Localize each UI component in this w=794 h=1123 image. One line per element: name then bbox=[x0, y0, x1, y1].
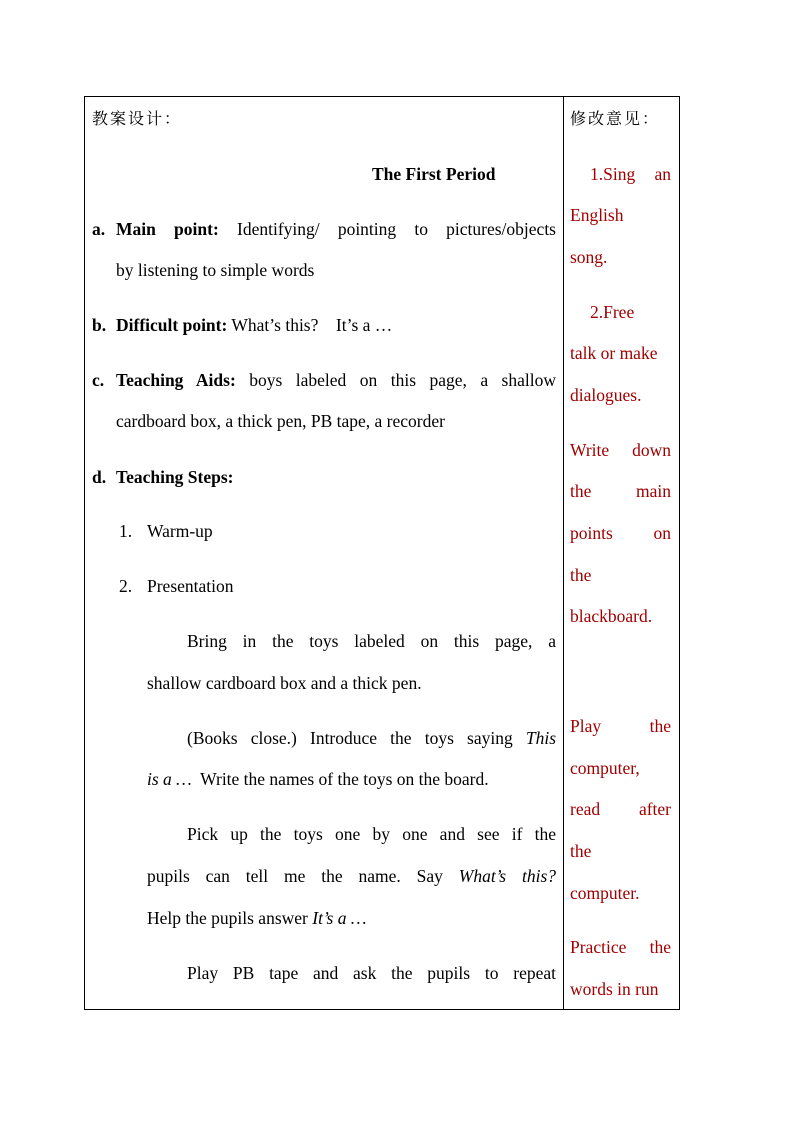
note-4-line4: the bbox=[570, 841, 592, 861]
para-2-line2 bbox=[147, 769, 489, 789]
para-2-text-d: Write the names of the toys on the board. bbox=[200, 769, 489, 789]
item-d-label: Teaching Steps: bbox=[116, 467, 234, 487]
note-3-line4: the bbox=[570, 565, 592, 585]
para-2-text-b: This bbox=[525, 728, 557, 748]
note-3-line1: Write down bbox=[570, 440, 671, 460]
item-a-label: Main point: bbox=[116, 219, 219, 239]
note-2-line2: talk or make bbox=[570, 343, 658, 363]
item-a-marker: a. bbox=[92, 219, 106, 239]
note-1-line3: song. bbox=[570, 247, 608, 267]
note-3-line5: blackboard. bbox=[570, 606, 653, 626]
para-3-text-a: pupils can tell me the name. bbox=[147, 866, 401, 886]
item-a-line1 bbox=[116, 219, 556, 239]
note-4-line2: computer, bbox=[570, 758, 640, 778]
note-5-line1: Practice the bbox=[570, 937, 671, 957]
para-3-line3 bbox=[147, 908, 366, 928]
para-3-text-d: Help the pupils answer bbox=[147, 908, 308, 928]
para-2-text-a: (Books close.) Introduce the toys saying bbox=[187, 728, 513, 748]
note-3-line3: points on bbox=[570, 523, 671, 543]
item-c-marker: c. bbox=[92, 370, 105, 390]
note-4-line3: read after bbox=[570, 799, 671, 819]
item-a-text: Identifying/ pointing to pictures/objects bbox=[237, 219, 556, 239]
period-title: The First Period bbox=[372, 164, 496, 184]
note-1-line1: 1.Sing an bbox=[590, 164, 671, 184]
note-4-line1: Play the bbox=[570, 716, 671, 736]
step-2-num: 2. bbox=[119, 576, 133, 596]
para-1-line1: Bring in the toys labeled on this page, a bbox=[187, 631, 556, 651]
item-b-line bbox=[116, 315, 392, 335]
para-3-text-b: Say bbox=[416, 866, 443, 886]
item-c-line2: cardboard box, a thick pen, PB tape, a recorder bbox=[116, 411, 445, 431]
para-3-text-e: It’s a … bbox=[312, 908, 367, 928]
item-c-label: Teaching Aids: bbox=[116, 370, 236, 390]
item-d-marker: d. bbox=[92, 467, 107, 487]
item-a-line2: by listening to simple words bbox=[116, 260, 315, 280]
note-5-line2: words in run bbox=[570, 979, 659, 999]
para-2-text-c: is a … bbox=[147, 769, 192, 789]
item-b-label: Difficult point: bbox=[116, 315, 228, 335]
item-c-line1 bbox=[116, 370, 556, 390]
step-2-text: Presentation bbox=[147, 576, 234, 596]
note-2-line1: 2.Free bbox=[590, 302, 635, 322]
right-header: 修改意见： bbox=[570, 109, 661, 128]
note-2-line3: dialogues. bbox=[570, 385, 642, 405]
note-4-line5: computer. bbox=[570, 883, 640, 903]
step-1-num: 1. bbox=[119, 521, 133, 541]
para-2-line1 bbox=[187, 728, 556, 748]
para-3-line2 bbox=[147, 866, 556, 886]
step-1-text: Warm-up bbox=[147, 521, 213, 541]
para-3-line1: Pick up the toys one by one and see if the bbox=[187, 824, 556, 844]
left-header: 教案设计： bbox=[92, 109, 183, 128]
para-1-line2: shallow cardboard box and a thick pen. bbox=[147, 673, 422, 693]
para-3-text-c: What’s this? bbox=[458, 866, 557, 886]
item-b-text: What’s this? It’s a … bbox=[231, 315, 393, 335]
note-1-line2: English bbox=[570, 205, 624, 225]
item-c-text: boys labeled on this page, a shallow bbox=[249, 370, 556, 390]
column-divider bbox=[563, 97, 564, 1009]
item-b-marker: b. bbox=[92, 315, 107, 335]
note-3-line2: the main bbox=[570, 481, 671, 501]
para-4-line1: Play PB tape and ask the pupils to repeat bbox=[187, 963, 556, 983]
